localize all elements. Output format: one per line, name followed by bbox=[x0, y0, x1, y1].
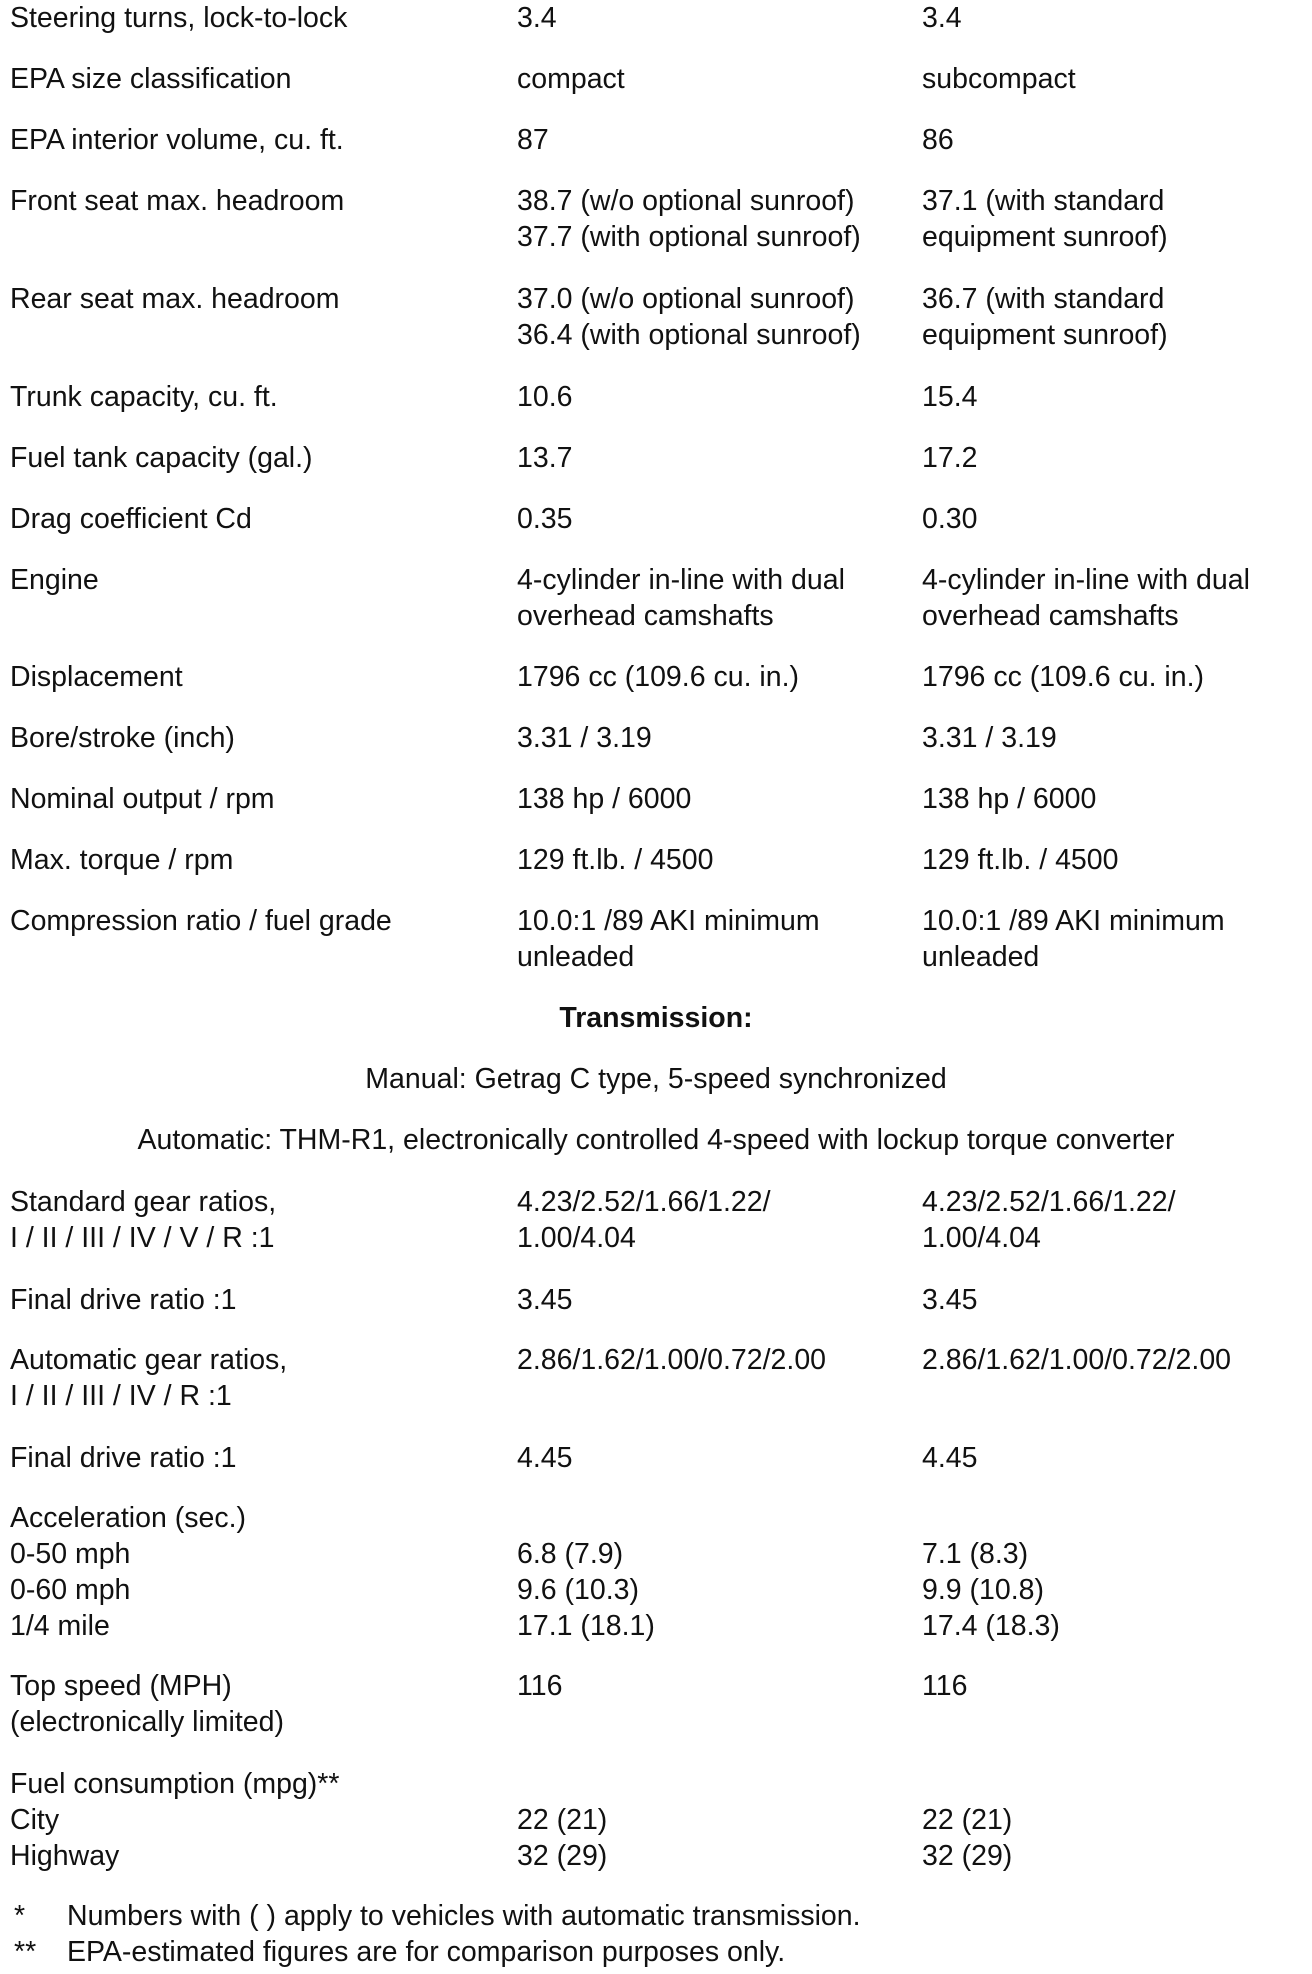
spec-value-col1: 3.45 bbox=[517, 1284, 573, 1316]
spec-label: Standard gear ratios, I / II / III / IV / V / R :1 bbox=[10, 1186, 277, 1254]
spec-label: Top speed (MPH) (electronically limited) bbox=[10, 1670, 284, 1738]
spec-value-col2: 10.0:1 /89 AKI minimum unleaded bbox=[922, 905, 1225, 973]
spec-label: EPA size classification bbox=[10, 63, 292, 95]
spec-label: Acceleration (sec.) 0-50 mph 0-60 mph 1/4 mile bbox=[10, 1502, 247, 1642]
spec-label: Bore/stroke (inch) bbox=[10, 722, 235, 754]
spec-value-col1: 22 (21) 32 (29) bbox=[517, 1804, 608, 1872]
spec-label: Final drive ratio :1 bbox=[10, 1284, 237, 1316]
transmission-automatic: Automatic: THM-R1, electronically controlled 4-speed with lockup torque converter bbox=[137, 1124, 1175, 1156]
spec-value-col1: 3.31 / 3.19 bbox=[517, 722, 652, 754]
spec-value-col2: 3.45 bbox=[922, 1284, 978, 1316]
spec-value-col2: 37.1 (with standard equipment sunroof) bbox=[922, 185, 1168, 253]
spec-value-col2: 1796 cc (109.6 cu. in.) bbox=[922, 661, 1204, 693]
footnote-text: EPA-estimated figures are for comparison purposes only. bbox=[67, 1936, 786, 1968]
spec-value-col2: 7.1 (8.3) 9.9 (10.8) 17.4 (18.3) bbox=[922, 1538, 1060, 1642]
spec-value-col1: 4-cylinder in-line with dual overhead camshafts bbox=[517, 564, 845, 632]
spec-label: Front seat max. headroom bbox=[10, 185, 345, 217]
transmission-manual: Manual: Getrag C type, 5-speed synchronized bbox=[365, 1063, 947, 1095]
spec-label: Final drive ratio :1 bbox=[10, 1442, 237, 1474]
footnote-text: Numbers with ( ) apply to vehicles with automatic transmission. bbox=[67, 1900, 861, 1932]
spec-value-col2: 15.4 bbox=[922, 381, 978, 413]
spec-value-col2: 129 ft.lb. / 4500 bbox=[922, 844, 1119, 876]
spec-value-col1: 87 bbox=[517, 124, 549, 156]
spec-value-col1: 116 bbox=[517, 1670, 563, 1702]
spec-value-col2: 3.4 bbox=[922, 2, 962, 34]
spec-value-col2: subcompact bbox=[922, 63, 1076, 95]
spec-value-col2: 3.31 / 3.19 bbox=[922, 722, 1057, 754]
spec-value-col2: 17.2 bbox=[922, 442, 978, 474]
spec-value-col1: 138 hp / 6000 bbox=[517, 783, 692, 815]
spec-value-col1: 1796 cc (109.6 cu. in.) bbox=[517, 661, 799, 693]
spec-value-col1: 38.7 (w/o optional sunroof) 37.7 (with optional sunroof) bbox=[517, 185, 861, 253]
spec-label: Drag coefficient Cd bbox=[10, 503, 252, 535]
spec-value-col2: 4.23/2.52/1.66/1.22/ 1.00/4.04 bbox=[922, 1186, 1176, 1254]
footnote-mark: * bbox=[14, 1900, 26, 1932]
spec-label: Fuel tank capacity (gal.) bbox=[10, 442, 313, 474]
spec-label: Rear seat max. headroom bbox=[10, 283, 340, 315]
spec-label: Nominal output / rpm bbox=[10, 783, 275, 815]
footnote-mark: ** bbox=[14, 1936, 37, 1968]
spec-value-col1: 37.0 (w/o optional sunroof) 36.4 (with optional sunroof) bbox=[517, 283, 861, 351]
spec-value-col2: 138 hp / 6000 bbox=[922, 783, 1097, 815]
spec-value-col1: 6.8 (7.9) 9.6 (10.3) 17.1 (18.1) bbox=[517, 1538, 655, 1642]
spec-label: Compression ratio / fuel grade bbox=[10, 905, 392, 937]
spec-value-col1: 4.23/2.52/1.66/1.22/ 1.00/4.04 bbox=[517, 1186, 771, 1254]
spec-value-col2: 116 bbox=[922, 1670, 968, 1702]
spec-value-col1: 129 ft.lb. / 4500 bbox=[517, 844, 714, 876]
spec-value-col2: 2.86/1.62/1.00/0.72/2.00 bbox=[922, 1344, 1232, 1376]
spec-label: Engine bbox=[10, 564, 99, 596]
spec-label: Fuel consumption (mpg)** City Highway bbox=[10, 1768, 340, 1872]
spec-value-col2: 4-cylinder in-line with dual overhead camshafts bbox=[922, 564, 1250, 632]
spec-value-col1: 3.4 bbox=[517, 2, 557, 34]
spec-value-col1: 4.45 bbox=[517, 1442, 573, 1474]
spec-value-col1: 0.35 bbox=[517, 503, 573, 535]
spec-value-col1: 13.7 bbox=[517, 442, 573, 474]
transmission-heading: Transmission: bbox=[559, 1002, 753, 1034]
spec-value-col1: 2.86/1.62/1.00/0.72/2.00 bbox=[517, 1344, 827, 1376]
spec-label: Automatic gear ratios, I / II / III / IV / R :1 bbox=[10, 1344, 288, 1412]
spec-value-col2: 36.7 (with standard equipment sunroof) bbox=[922, 283, 1168, 351]
spec-label: Trunk capacity, cu. ft. bbox=[10, 381, 278, 413]
spec-label: Steering turns, lock-to-lock bbox=[10, 2, 348, 34]
spec-value-col2: 4.45 bbox=[922, 1442, 978, 1474]
spec-value-col2: 86 bbox=[922, 124, 954, 156]
spec-label: EPA interior volume, cu. ft. bbox=[10, 124, 344, 156]
spec-value-col1: compact bbox=[517, 63, 625, 95]
spec-label: Displacement bbox=[10, 661, 183, 693]
spec-label: Max. torque / rpm bbox=[10, 844, 234, 876]
spec-value-col2: 0.30 bbox=[922, 503, 978, 535]
spec-value-col1: 10.0:1 /89 AKI minimum unleaded bbox=[517, 905, 820, 973]
spec-value-col2: 22 (21) 32 (29) bbox=[922, 1804, 1013, 1872]
spec-value-col1: 10.6 bbox=[517, 381, 573, 413]
